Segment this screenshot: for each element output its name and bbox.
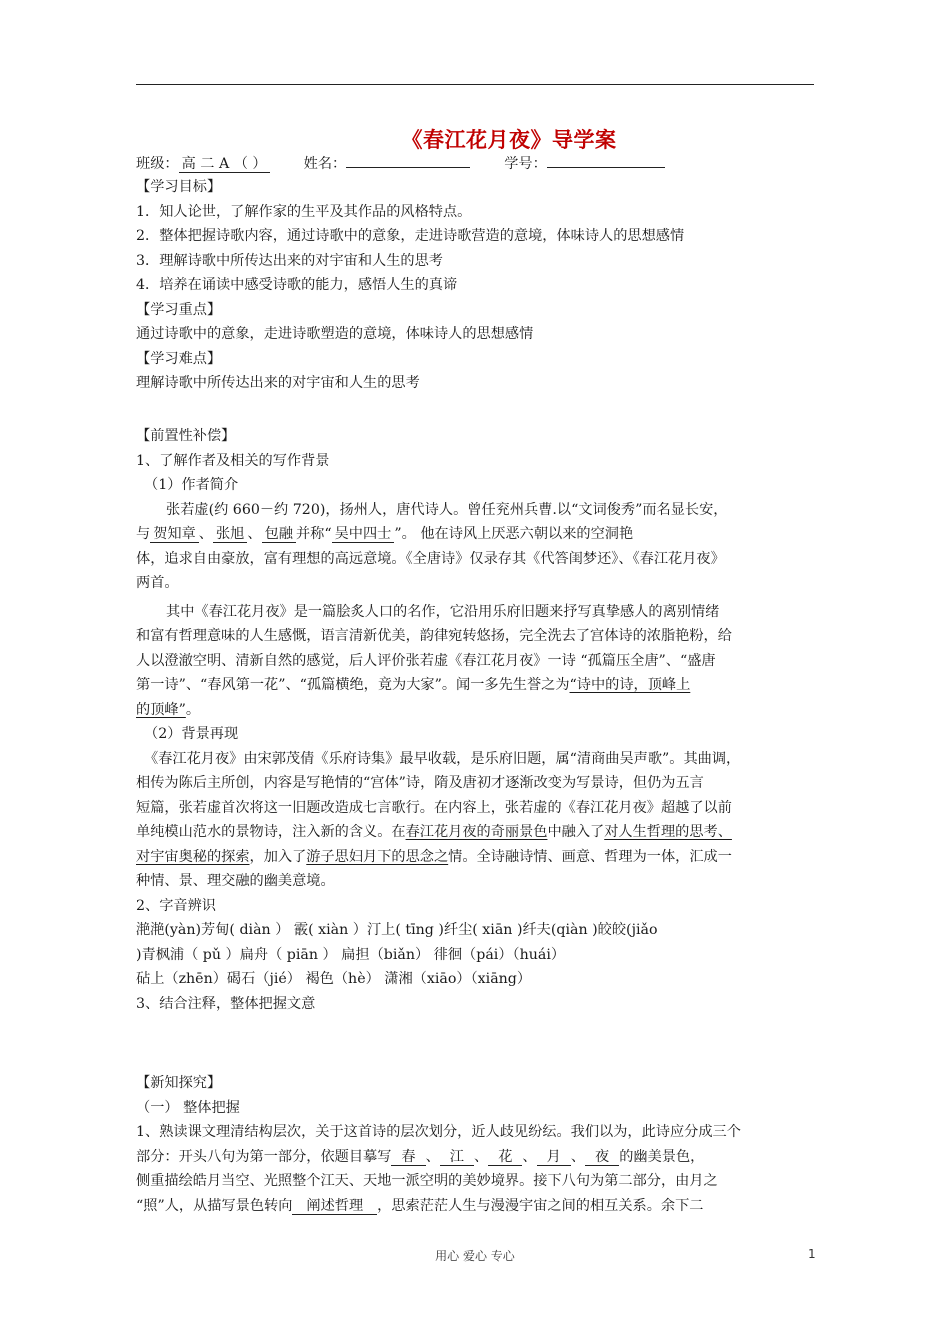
background-text-line: 短篇，张若虚首次将这一旧题改造成七言歌行。在内容上，张若虚的《春江花月夜》超越了以前 — [136, 799, 732, 816]
text-span: ”。 他在诗风上厌恶六朝以来的空洞艳 — [394, 526, 634, 542]
answer-bao-rong: 包融 — [262, 526, 296, 543]
answer-poem-praise-cont: 的顶峰” — [136, 701, 186, 718]
author-text-line: 张若虚(约 660－约 720)，扬州人，唐代诗人。曾任兖州兵曹.以“文词俊秀”而名显长安， — [166, 501, 728, 518]
text-span: ，加入了 — [249, 848, 307, 865]
class-label: 班级： — [136, 156, 179, 172]
student-info-row — [136, 151, 816, 177]
class-value[interactable]: 高 二 A （ ） — [179, 156, 270, 173]
poem-text-line — [136, 698, 816, 723]
background-text-line — [136, 820, 816, 845]
structure-text-line: 侧重描绘皓月当空、光照整个江天、天地一派空明的美妙境界。接下八句为第二部分，由月之 — [136, 1173, 718, 1189]
key-points-text: 通过诗歌中的意象，走进诗歌塑造的意境，体味诗人的思想感情 — [136, 326, 534, 342]
author-intro-heading: （1）作者简介 — [144, 477, 239, 493]
id-field[interactable] — [547, 151, 665, 168]
prereq-heading: 【前置性补偿】 — [136, 428, 236, 444]
overall-grasp-heading: （一） 整体把握 — [136, 1099, 240, 1116]
pronunciation-heading: 2、字音辨识 — [136, 897, 216, 914]
difficulties-text: 理解诗歌中所传达出来的对宇宙和人生的思考 — [136, 375, 420, 391]
text-span: 并称“ — [295, 526, 332, 542]
text-span: 与 — [136, 526, 151, 542]
answer-ye: 夜 — [585, 1149, 619, 1166]
text-span: 第一诗”、“春风第一花”、“孤篇横绝，竟为大家”。闻一多先生誉之为 — [136, 677, 570, 693]
poem-text-line — [136, 673, 816, 698]
structure-text-line — [136, 1145, 816, 1170]
answer-philosophy: 对人生哲理的思考、 — [604, 824, 732, 840]
page-number: 1 — [808, 1247, 816, 1261]
text-span: 情。全诗融诗情、画意、哲理为一体，汇成一 — [448, 848, 732, 865]
poem-text-line: 人以澄澈空明、清新自然的感觉，后人评价张若虚《春江花月夜》一诗 “孤篇压全唐”、“盛唐 — [136, 652, 716, 669]
objective-item: 4．培养在诵读中感受诗歌的能力，感悟人生的真谛 — [136, 277, 458, 293]
answer-philosophy-2: 阐述哲理 — [292, 1198, 377, 1215]
pronunciation-line: )青枫浦（ pǔ ）扁舟（ piān ） 扁担（biǎn） 徘徊（pái）（huái） — [136, 946, 566, 963]
answer-longing: 游子思妇月下的思念之 — [306, 848, 449, 865]
text-span: ，思索茫茫人生与漫漫宇宙之间的相互关系。余下二 — [377, 1197, 704, 1214]
new-knowledge-section — [136, 1071, 816, 1218]
id-label: 学号： — [504, 156, 547, 172]
text-span: 。 — [185, 701, 201, 718]
text-span: 、 — [570, 1148, 586, 1165]
poem-text-line: 和富有哲理意味的人生感慨，语言清新优美，韵律宛转悠扬，完全洗去了宫体诗的浓脂艳粉，给 — [136, 628, 732, 644]
text-span: 单纯模山范水的景物诗，注入新的含义。在 — [136, 824, 406, 840]
answer-he-zhizhang: 贺知章 — [150, 526, 199, 543]
pronunciation-line: 滟滟(yàn)芳甸( diàn ） 霰( xiàn ）汀上( tīng )纤尘( xiān )纤夫(qiàn )皎皎(jiǎo — [136, 922, 658, 938]
page-title: 《春江花月夜》导学案 — [401, 127, 617, 152]
text-span: 的幽美景色， — [619, 1148, 705, 1165]
background-text-line: 相传为陈后主所创，内容是写艳情的“宫体”诗，隋及唐初才逐渐改变为写景诗，但仍为五言 — [136, 775, 704, 791]
key-points-heading: 【学习重点】 — [136, 301, 222, 318]
text-span: 、 — [522, 1148, 537, 1165]
answer-yue: 月 — [537, 1149, 571, 1166]
objective-item: 2．整体把握诗歌内容，通过诗歌中的意象，走进诗歌营造的意境，体味诗人的思想感情 — [136, 228, 685, 244]
text-span: 、 — [198, 526, 213, 542]
background-text-line — [136, 845, 816, 870]
answer-zhang-xu: 张旭 — [213, 526, 247, 543]
prereq-section — [136, 424, 816, 1016]
difficulties-heading: 【学习难点】 — [136, 350, 222, 367]
background-text-line: 种情、景、理交融的幽美意境。 — [136, 873, 335, 889]
objectives-section — [136, 175, 816, 396]
text-span: 、 — [474, 1148, 489, 1165]
page-footer: 用心 爱心 专心 — [435, 1249, 515, 1263]
objective-item: 1．知人论世，了解作家的生平及其作品的风格特点。 — [136, 203, 472, 220]
answer-hua: 花 — [488, 1149, 522, 1166]
objectives-heading: 【学习目标】 — [136, 179, 222, 195]
text-span: 、 — [425, 1148, 440, 1165]
new-knowledge-heading: 【新知探究】 — [136, 1075, 222, 1091]
comprehension-heading: 3、结合注释，整体把握文意 — [136, 995, 316, 1012]
answer-poem-praise: “诗中的诗，顶峰上 — [569, 677, 691, 693]
answer-chun: 春 — [391, 1149, 425, 1166]
answer-wuzhong-sishi: 吴中四士 — [332, 526, 395, 543]
background-text-line: 《春江花月夜》由宋郭茂倩《乐府诗集》最早收载，是乐府旧题，属“清商曲吴声歌”。其曲调， — [144, 750, 741, 767]
name-label: 姓名： — [303, 156, 347, 172]
header-rule — [136, 84, 814, 85]
author-text-line — [136, 522, 816, 547]
structure-text-line: 1、熟读课文理清结构层次，关于这首诗的层次划分，近人歧见纷纭。我们以为，此诗应分成三个 — [136, 1124, 741, 1140]
background-heading: （2）背景再现 — [144, 726, 239, 742]
author-text-line: 体，追求自由豪放，富有理想的高远意境。《全唐诗》仅录存其《代答闺梦还》、《春江花月夜》 — [136, 550, 725, 567]
poem-text-line: 其中《春江花月夜》是一篇脍炙人口的名作，它沿用乐府旧题来抒写真挚感人的离别情绪 — [166, 603, 720, 620]
text-span: 中融入了 — [547, 824, 605, 840]
answer-scenery: 春江花月夜的奇丽景色 — [405, 824, 548, 840]
answer-universe: 对宇宙奥秘的探索 — [136, 848, 250, 865]
answer-jiang: 江 — [440, 1149, 474, 1166]
name-field[interactable] — [346, 151, 470, 168]
author-text-line: 两首。 — [136, 575, 179, 591]
text-span: 、 — [247, 526, 262, 542]
structure-text-line — [136, 1194, 816, 1219]
text-span: 部分：开头八句为第一部分，依题目摹写 — [136, 1148, 392, 1165]
objective-item: 3．理解诗歌中所传达出来的对宇宙和人生的思考 — [136, 252, 443, 269]
text-span: “照”人，从描写景色转向 — [136, 1197, 293, 1214]
pronunciation-line: 砧上（zhēn）碣石（jié） 褐色（hè） 潇湘（xiāo）（xiāng） — [136, 971, 532, 987]
prereq-subheading-1: 1、了解作者及相关的写作背景 — [136, 452, 330, 469]
